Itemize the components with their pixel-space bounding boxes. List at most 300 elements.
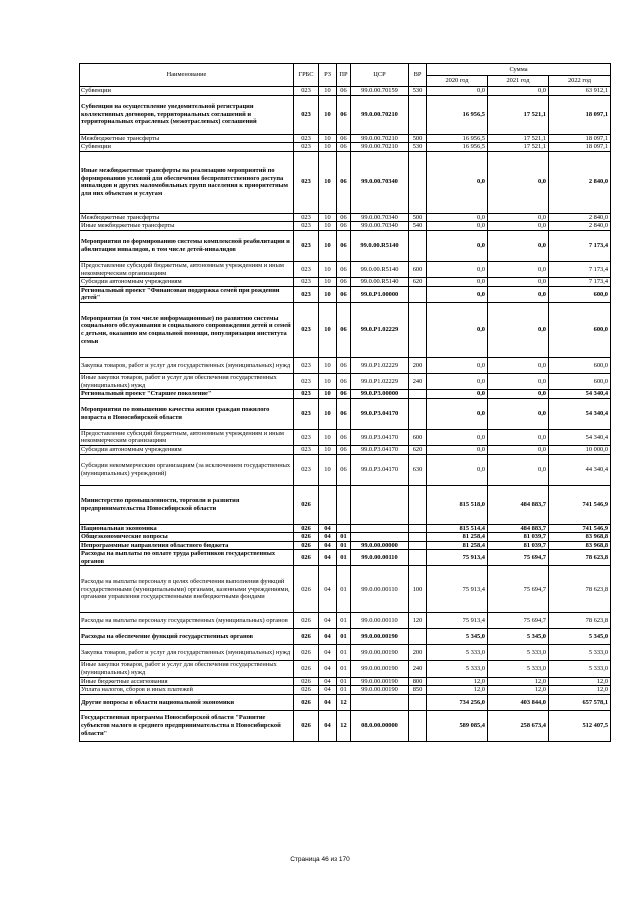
table-row <box>80 629 611 645</box>
row-pr: 12 <box>337 694 351 710</box>
row-pr: 01 <box>337 645 351 661</box>
row-value-2021: 484 883,7 <box>488 485 549 524</box>
row-value-2022: 5 333,0 <box>549 645 611 661</box>
row-name: Государственная программа Новосибирской области "Развитие субъектов малого и среднего предпринимательства в Новосибирской области" <box>80 710 294 741</box>
row-value-2022: 741 546,9 <box>549 524 611 533</box>
row-csr: 99.0.00.00110 <box>351 550 409 566</box>
row-grbs: 023 <box>294 134 319 143</box>
row-pr: 06 <box>337 222 351 231</box>
row-rz: 10 <box>319 286 337 302</box>
row-name: Общеэкономические вопросы <box>80 533 294 542</box>
row-value-2021: 81 039,7 <box>488 533 549 542</box>
budget-table <box>79 63 611 742</box>
row-csr: 99.0.P3.04170 <box>351 445 409 454</box>
row-value-2021: 258 673,4 <box>488 710 549 741</box>
row-value-2021: 0,0 <box>488 390 549 399</box>
row-vr: 530 <box>409 87 427 96</box>
row-pr <box>337 524 351 533</box>
row-csr: 99.0.00.70210 <box>351 134 409 143</box>
row-grbs: 023 <box>294 445 319 454</box>
row-rz: 10 <box>319 398 337 429</box>
row-grbs: 026 <box>294 524 319 533</box>
row-name: Расходы на выплаты персоналу в целях обеспечения выполнения функций государственными (муниципальными) органами, казенными учреждениями, органами управления государственными внебюджетными фондами <box>80 566 294 613</box>
row-rz: 04 <box>319 710 337 741</box>
row-value-2020: 5 333,0 <box>427 645 488 661</box>
row-value-2021: 12,0 <box>488 686 549 695</box>
row-csr: 99.0.00.R5140 <box>351 230 409 261</box>
row-value-2020: 734 256,0 <box>427 694 488 710</box>
row-value-2022: 600,0 <box>549 357 611 373</box>
table-row <box>80 677 611 686</box>
row-pr: 01 <box>337 629 351 645</box>
table-row <box>80 286 611 302</box>
row-vr: 850 <box>409 686 427 695</box>
row-vr: 240 <box>409 661 427 677</box>
table-row <box>80 550 611 566</box>
table-row <box>80 134 611 143</box>
row-name: Межбюджетные трансферты <box>80 213 294 222</box>
row-value-2022: 54 340,4 <box>549 398 611 429</box>
row-value-2020: 589 085,4 <box>427 710 488 741</box>
row-name: Субвенции <box>80 87 294 96</box>
row-csr: 99.0.00.70340 <box>351 222 409 231</box>
row-vr <box>409 485 427 524</box>
table-row <box>80 261 611 277</box>
row-csr: 99.0.P3.04170 <box>351 429 409 445</box>
row-value-2021: 81 039,7 <box>488 541 549 550</box>
row-name: Непрограммные направления областного бюджета <box>80 541 294 550</box>
row-csr: 99.0.00.70210 <box>351 95 409 134</box>
row-value-2020: 5 345,0 <box>427 629 488 645</box>
row-name: Иные межбюджетные трансферты на реализацию мероприятий по формированию условий для обеспечения беспрепятственного доступа инвалидов и других маломобильных групп населения к приоритетным для них объектам и услугам <box>80 151 294 213</box>
row-rz: 04 <box>319 686 337 695</box>
row-name: Субсидии некоммерческим организациям (за исключением государственных (муниципальных) учреждений) <box>80 454 294 485</box>
row-grbs: 026 <box>294 541 319 550</box>
table-row <box>80 373 611 389</box>
row-value-2021: 0,0 <box>488 454 549 485</box>
row-rz: 04 <box>319 524 337 533</box>
row-value-2020: 81 258,4 <box>427 541 488 550</box>
row-vr <box>409 710 427 741</box>
row-name: Закупка товаров, работ и услуг для государственных (муниципальных) нужд <box>80 645 294 661</box>
table-row <box>80 694 611 710</box>
row-value-2021: 12,0 <box>488 677 549 686</box>
row-value-2021: 75 694,7 <box>488 613 549 629</box>
row-value-2021: 403 844,0 <box>488 694 549 710</box>
row-vr: 240 <box>409 373 427 389</box>
row-value-2021: 0,0 <box>488 222 549 231</box>
row-name: Субсидии автономным учреждениям <box>80 278 294 287</box>
row-pr: 06 <box>337 398 351 429</box>
row-grbs: 023 <box>294 373 319 389</box>
row-value-2020: 5 333,0 <box>427 661 488 677</box>
row-name: Иные межбюджетные трансферты <box>80 222 294 231</box>
row-rz: 04 <box>319 613 337 629</box>
table-row <box>80 686 611 695</box>
row-value-2022: 2 840,0 <box>549 222 611 231</box>
row-grbs: 023 <box>294 454 319 485</box>
row-name: Национальная экономика <box>80 524 294 533</box>
row-value-2020: 0,0 <box>427 445 488 454</box>
row-rz: 04 <box>319 533 337 542</box>
row-value-2021: 0,0 <box>488 302 549 357</box>
row-rz: 10 <box>319 143 337 152</box>
row-rz: 04 <box>319 541 337 550</box>
row-vr: 200 <box>409 645 427 661</box>
row-value-2020: 16 956,5 <box>427 95 488 134</box>
row-value-2021: 484 883,7 <box>488 524 549 533</box>
row-value-2020: 0,0 <box>427 87 488 96</box>
row-rz: 10 <box>319 373 337 389</box>
row-pr: 01 <box>337 686 351 695</box>
row-value-2021: 75 694,7 <box>488 550 549 566</box>
row-value-2021: 0,0 <box>488 357 549 373</box>
row-grbs: 026 <box>294 533 319 542</box>
row-csr: 99.0.P3.04170 <box>351 398 409 429</box>
row-vr: 540 <box>409 222 427 231</box>
row-vr <box>409 694 427 710</box>
row-rz: 10 <box>319 213 337 222</box>
row-value-2022: 7 173,4 <box>549 261 611 277</box>
row-value-2022: 63 912,1 <box>549 87 611 96</box>
row-pr: 06 <box>337 134 351 143</box>
row-pr: 06 <box>337 454 351 485</box>
row-value-2020: 75 913,4 <box>427 550 488 566</box>
row-value-2020: 0,0 <box>427 302 488 357</box>
table-row <box>80 222 611 231</box>
row-value-2020: 81 258,4 <box>427 533 488 542</box>
table-row <box>80 143 611 152</box>
header-name: Наименование <box>80 64 294 87</box>
row-value-2022: 657 578,1 <box>549 694 611 710</box>
row-value-2020: 0,0 <box>427 429 488 445</box>
table-row <box>80 541 611 550</box>
row-vr: 620 <box>409 445 427 454</box>
row-grbs: 023 <box>294 230 319 261</box>
row-vr: 620 <box>409 278 427 287</box>
row-value-2021: 0,0 <box>488 213 549 222</box>
table-row <box>80 566 611 613</box>
row-value-2022: 600,0 <box>549 373 611 389</box>
row-vr <box>409 286 427 302</box>
row-grbs: 026 <box>294 677 319 686</box>
row-name: Субвенции на осуществление уведомительной регистрации коллективных договоров, территориальных соглашений и территориальных отраслевых (межотраслевых) соглашений <box>80 95 294 134</box>
row-name: Иные бюджетные ассигнования <box>80 677 294 686</box>
row-grbs: 023 <box>294 87 319 96</box>
row-grbs: 026 <box>294 566 319 613</box>
row-rz: 10 <box>319 454 337 485</box>
row-value-2021: 0,0 <box>488 151 549 213</box>
row-vr <box>409 629 427 645</box>
row-grbs: 023 <box>294 357 319 373</box>
table-row <box>80 454 611 485</box>
row-value-2022: 54 340,4 <box>549 390 611 399</box>
row-value-2022: 512 407,5 <box>549 710 611 741</box>
table-body <box>80 87 611 742</box>
row-value-2020: 0,0 <box>427 373 488 389</box>
row-pr: 06 <box>337 261 351 277</box>
row-name: Иные закупки товаров, работ и услуг для обеспечения государственных (муниципальных) нужд <box>80 373 294 389</box>
row-csr: 99.0.00.70210 <box>351 143 409 152</box>
row-rz: 10 <box>319 230 337 261</box>
header-sum: Сумма <box>427 64 611 76</box>
table-row <box>80 533 611 542</box>
row-vr: 200 <box>409 357 427 373</box>
row-rz: 10 <box>319 278 337 287</box>
row-pr: 06 <box>337 87 351 96</box>
table-row <box>80 613 611 629</box>
row-name: Иные закупки товаров, работ и услуг для обеспечения государственных (муниципальных) нужд <box>80 661 294 677</box>
row-pr: 06 <box>337 286 351 302</box>
table-row <box>80 429 611 445</box>
row-pr: 06 <box>337 278 351 287</box>
row-name: Региональный проект "Финансовая поддержка семей при рождении детей" <box>80 286 294 302</box>
row-value-2020: 815 514,4 <box>427 524 488 533</box>
row-rz: 10 <box>319 390 337 399</box>
row-value-2022: 44 340,4 <box>549 454 611 485</box>
row-csr: 99.0.00.R5140 <box>351 261 409 277</box>
row-value-2020: 75 913,4 <box>427 613 488 629</box>
row-value-2020: 16 956,5 <box>427 143 488 152</box>
row-value-2020: 0,0 <box>427 261 488 277</box>
row-pr: 01 <box>337 677 351 686</box>
row-csr: 99.0.00.00000 <box>351 541 409 550</box>
row-csr: 99.0.P3.04170 <box>351 454 409 485</box>
row-csr: 99.0.00.00190 <box>351 645 409 661</box>
row-pr: 06 <box>337 95 351 134</box>
row-vr <box>409 550 427 566</box>
row-pr <box>337 485 351 524</box>
row-rz: 10 <box>319 445 337 454</box>
row-vr: 500 <box>409 213 427 222</box>
row-grbs: 023 <box>294 261 319 277</box>
row-csr: 99.0.00.R5140 <box>351 278 409 287</box>
row-csr: 99.0.P3.00000 <box>351 390 409 399</box>
row-csr: 99.0.00.00110 <box>351 566 409 613</box>
row-pr: 01 <box>337 550 351 566</box>
row-value-2021: 5 333,0 <box>488 661 549 677</box>
row-value-2022: 78 623,8 <box>549 613 611 629</box>
row-name: Расходы на обеспечение функций государственных органов <box>80 629 294 645</box>
row-value-2021: 0,0 <box>488 373 549 389</box>
table-row <box>80 213 611 222</box>
row-grbs: 023 <box>294 390 319 399</box>
row-vr <box>409 398 427 429</box>
row-rz: 10 <box>319 87 337 96</box>
row-pr: 06 <box>337 213 351 222</box>
row-value-2021: 0,0 <box>488 286 549 302</box>
row-value-2020: 0,0 <box>427 222 488 231</box>
row-value-2022: 83 968,8 <box>549 541 611 550</box>
row-value-2020: 0,0 <box>427 454 488 485</box>
header-pr: ПР <box>337 64 351 87</box>
row-value-2022: 741 546,9 <box>549 485 611 524</box>
row-csr: 99.0.P1.02229 <box>351 302 409 357</box>
row-rz: 04 <box>319 566 337 613</box>
row-vr: 600 <box>409 261 427 277</box>
table-row <box>80 95 611 134</box>
row-value-2021: 0,0 <box>488 87 549 96</box>
row-value-2021: 0,0 <box>488 445 549 454</box>
row-grbs: 026 <box>294 485 319 524</box>
row-vr: 600 <box>409 429 427 445</box>
row-value-2021: 0,0 <box>488 230 549 261</box>
row-grbs: 026 <box>294 629 319 645</box>
header-csr: ЦСР <box>351 64 409 87</box>
row-grbs: 023 <box>294 302 319 357</box>
row-grbs: 026 <box>294 710 319 741</box>
row-value-2020: 815 518,0 <box>427 485 488 524</box>
header-rz: РЗ <box>319 64 337 87</box>
header-vr: ВР <box>409 64 427 87</box>
row-value-2020: 12,0 <box>427 686 488 695</box>
row-name: Расходы на выплаты персоналу государственных (муниципальных) органов <box>80 613 294 629</box>
row-value-2022: 2 840,0 <box>549 213 611 222</box>
row-name: Межбюджетные трансферты <box>80 134 294 143</box>
row-rz: 04 <box>319 677 337 686</box>
row-csr: 99.0.00.70340 <box>351 213 409 222</box>
row-value-2021: 17 521,1 <box>488 134 549 143</box>
row-csr: 99.0.P1.02229 <box>351 373 409 389</box>
row-csr: 99.0.00.70159 <box>351 87 409 96</box>
row-pr: 06 <box>337 143 351 152</box>
row-grbs: 023 <box>294 278 319 287</box>
row-rz: 10 <box>319 357 337 373</box>
row-grbs: 023 <box>294 398 319 429</box>
row-grbs: 023 <box>294 286 319 302</box>
row-rz: 10 <box>319 134 337 143</box>
row-value-2021: 5 333,0 <box>488 645 549 661</box>
row-grbs: 026 <box>294 645 319 661</box>
row-pr: 06 <box>337 151 351 213</box>
row-value-2022: 83 968,8 <box>549 533 611 542</box>
row-value-2021: 17 521,1 <box>488 143 549 152</box>
table-row <box>80 302 611 357</box>
table-row <box>80 524 611 533</box>
row-value-2022: 5 345,0 <box>549 629 611 645</box>
row-vr <box>409 95 427 134</box>
row-vr <box>409 230 427 261</box>
row-grbs: 026 <box>294 694 319 710</box>
row-vr: 530 <box>409 143 427 152</box>
row-value-2021: 75 694,7 <box>488 566 549 613</box>
row-value-2020: 0,0 <box>427 398 488 429</box>
row-value-2022: 7 173,4 <box>549 230 611 261</box>
row-grbs: 026 <box>294 686 319 695</box>
row-value-2020: 75 913,4 <box>427 566 488 613</box>
row-value-2022: 5 333,0 <box>549 661 611 677</box>
row-name: Субвенции <box>80 143 294 152</box>
table-row <box>80 445 611 454</box>
table-row <box>80 357 611 373</box>
row-rz: 10 <box>319 261 337 277</box>
row-name: Расходы на выплаты по оплате труда работников государственных органов <box>80 550 294 566</box>
row-vr: 120 <box>409 613 427 629</box>
row-csr <box>351 485 409 524</box>
row-grbs: 026 <box>294 661 319 677</box>
row-pr: 01 <box>337 566 351 613</box>
row-rz: 10 <box>319 151 337 213</box>
row-value-2022: 78 623,8 <box>549 550 611 566</box>
row-value-2022: 2 840,0 <box>549 151 611 213</box>
row-value-2022: 12,0 <box>549 677 611 686</box>
row-rz: 04 <box>319 661 337 677</box>
row-value-2022: 54 340,4 <box>549 429 611 445</box>
row-name: Закупка товаров, работ и услуг для государственных (муниципальных) нужд <box>80 357 294 373</box>
row-rz: 10 <box>319 222 337 231</box>
row-csr <box>351 694 409 710</box>
row-value-2020: 0,0 <box>427 286 488 302</box>
row-vr <box>409 533 427 542</box>
row-vr <box>409 302 427 357</box>
row-pr: 06 <box>337 445 351 454</box>
table-row <box>80 645 611 661</box>
row-rz: 04 <box>319 694 337 710</box>
row-value-2021: 0,0 <box>488 261 549 277</box>
row-grbs: 023 <box>294 151 319 213</box>
table-row <box>80 151 611 213</box>
row-vr: 800 <box>409 677 427 686</box>
row-csr: 99.0.00.00190 <box>351 686 409 695</box>
row-value-2021: 17 521,1 <box>488 95 549 134</box>
row-csr: 99.0.P1.02229 <box>351 357 409 373</box>
row-csr <box>351 524 409 533</box>
header-year-2022: 2022 год <box>549 76 611 87</box>
row-rz: 04 <box>319 645 337 661</box>
row-name: Мероприятия по повышению качества жизни граждан пожилого возраста в Новосибирской области <box>80 398 294 429</box>
row-pr: 06 <box>337 429 351 445</box>
row-vr: 500 <box>409 134 427 143</box>
row-name: Предоставление субсидий бюджетным, автономным учреждениям и иным некоммерческим организациям <box>80 429 294 445</box>
row-rz: 10 <box>319 429 337 445</box>
row-pr: 06 <box>337 390 351 399</box>
row-value-2022: 600,0 <box>549 302 611 357</box>
row-value-2022: 18 097,1 <box>549 95 611 134</box>
row-rz: 04 <box>319 629 337 645</box>
row-value-2022: 7 173,4 <box>549 278 611 287</box>
row-csr: 08.0.00.00000 <box>351 710 409 741</box>
row-vr <box>409 390 427 399</box>
row-value-2022: 600,0 <box>549 286 611 302</box>
row-value-2022: 18 097,1 <box>549 143 611 152</box>
row-pr: 01 <box>337 661 351 677</box>
row-pr: 06 <box>337 230 351 261</box>
row-csr: 99.0.00.00190 <box>351 661 409 677</box>
header-year-2020: 2020 год <box>427 76 488 87</box>
row-name: Мероприятия по формированию системы комплексной реабилитации и абилитации инвалидов, в том числе детей-инвалидов <box>80 230 294 261</box>
row-vr <box>409 151 427 213</box>
row-value-2021: 0,0 <box>488 278 549 287</box>
row-grbs: 026 <box>294 613 319 629</box>
row-vr: 630 <box>409 454 427 485</box>
row-grbs: 026 <box>294 550 319 566</box>
row-vr <box>409 541 427 550</box>
row-name: Министерство промышленности, торговли и развития предпринимательства Новосибирской области <box>80 485 294 524</box>
row-value-2020: 0,0 <box>427 357 488 373</box>
row-value-2021: 5 345,0 <box>488 629 549 645</box>
table-row <box>80 230 611 261</box>
row-value-2021: 0,0 <box>488 429 549 445</box>
row-vr <box>409 524 427 533</box>
row-value-2022: 78 623,8 <box>549 566 611 613</box>
row-grbs: 023 <box>294 222 319 231</box>
row-pr: 01 <box>337 533 351 542</box>
budget-table-container <box>79 63 610 742</box>
table-row <box>80 485 611 524</box>
table-row <box>80 87 611 96</box>
row-csr: 99.0.P1.00000 <box>351 286 409 302</box>
row-pr: 06 <box>337 357 351 373</box>
